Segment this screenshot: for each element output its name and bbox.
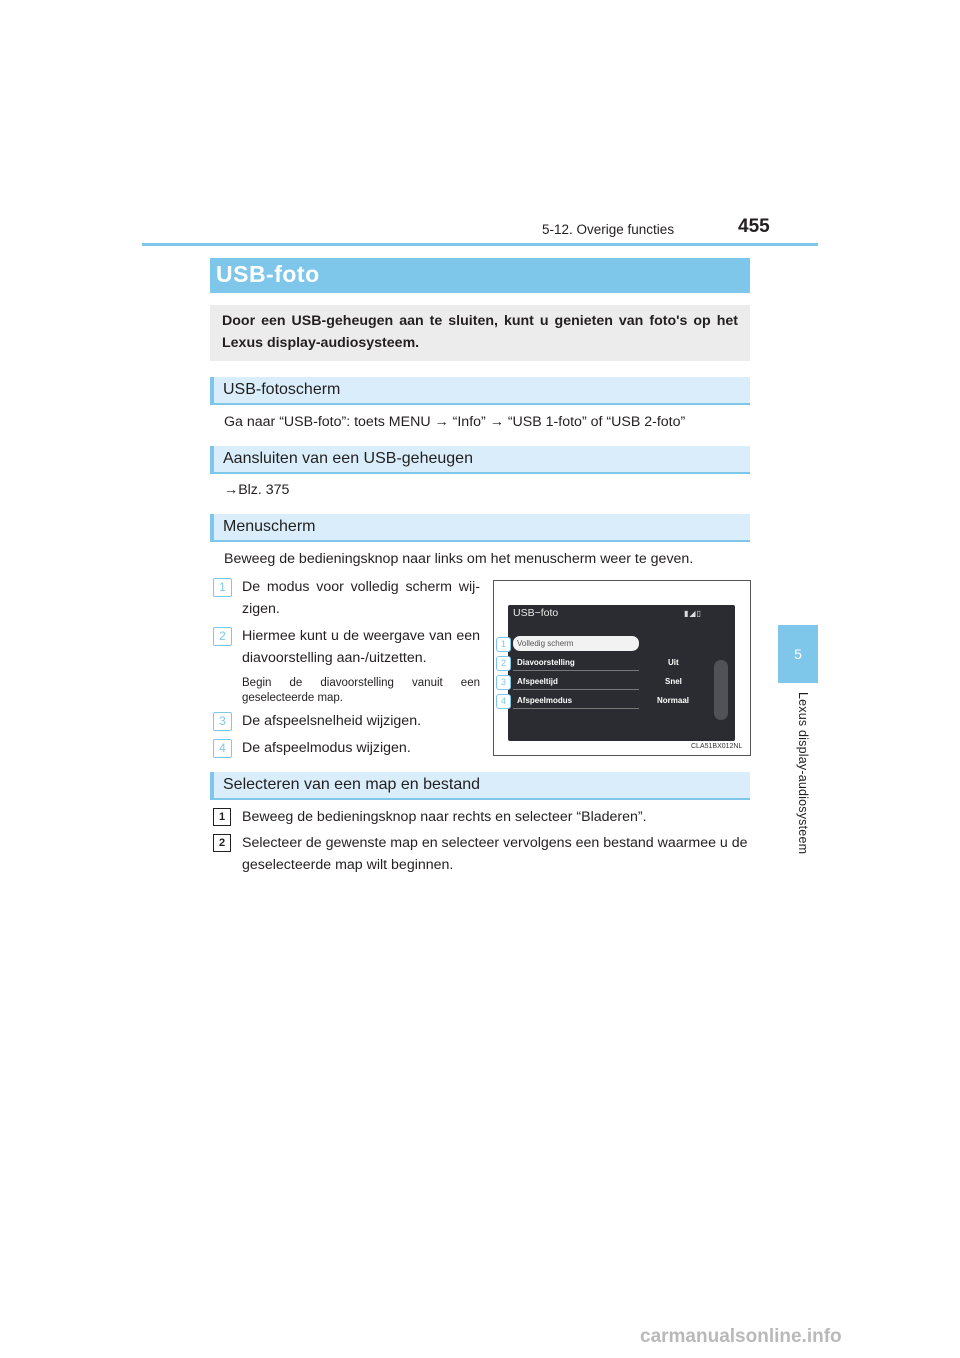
menu-value-afspeelmodus: Normaal: [657, 696, 690, 705]
figure-callout: 1: [496, 637, 511, 652]
section-title-menuscherm: Menuscherm: [223, 518, 316, 535]
section-title-fotoscherm: USB-fotoscherm: [223, 381, 341, 398]
item-note: Begin de diavoorstelling vanuit een geselecteerde map.: [242, 677, 480, 704]
watermark: carmanualsonline.info: [640, 1326, 842, 1347]
scroll-knob-icon: [714, 660, 728, 720]
figure-callout: 2: [496, 656, 511, 671]
chapter-title: 5-12. Overige functies: [542, 222, 675, 237]
section-title-selecteren: Selecteren van een map en bestand: [223, 776, 481, 793]
menu-value-afspeeltijd: Snel: [665, 677, 682, 686]
fotoscherm-text: Ga naar “USB-foto”: toets MENU → “Info” → “USB 1-foto” of “USB 2-foto”: [224, 414, 686, 430]
menu-row-afspeeltijd[interactable]: Afspeeltijd: [513, 674, 639, 690]
figure-callout: 4: [496, 694, 511, 709]
step-number: 1: [213, 808, 231, 826]
header-rule: [142, 243, 818, 246]
figure-callout: 3: [496, 675, 511, 690]
step-text: Selecteer de gewenste map en selecteer vervolgens een bestand waarmee u de geselecteerde map wilt beginnen.: [242, 835, 748, 873]
item-number: 4: [213, 739, 232, 758]
figure-code: CLA51BX012NL: [691, 743, 743, 750]
step-number: 2: [213, 834, 231, 852]
item-text: De modus voor volledig scherm wij-zigen.: [242, 579, 480, 617]
chapter-tab-label: Lexus display-audiosysteem: [796, 692, 810, 855]
item-text: De afspeelmodus wijzigen.: [242, 740, 411, 756]
item-number: 2: [213, 627, 232, 646]
item-text: Hiermee kunt u de weergave van een diavoorstelling aan-/uitzetten.: [242, 628, 480, 666]
menu-row-afspeelmodus[interactable]: Afspeelmodus: [513, 693, 639, 709]
screen-title: USB−foto: [513, 607, 559, 619]
menu-row-diavoorstelling[interactable]: Diavoorstelling: [513, 655, 639, 671]
item-number: 1: [213, 578, 232, 597]
aansluiten-text: →Blz. 375: [224, 482, 290, 498]
page-title: USB-foto: [216, 261, 320, 287]
chapter-tab: 5: [778, 625, 818, 683]
menu-row-volledig-scherm[interactable]: Volledig scherm: [513, 636, 639, 651]
menuscherm-text: Beweeg de bedieningsknop naar links om het menuscherm weer te geven.: [224, 551, 694, 567]
intro-text: Door een USB-geheugen aan te sluiten, kunt u genieten van foto's op het Lexus display-audiosysteem.: [222, 313, 738, 351]
item-text: De afspeelsnelheid wijzigen.: [242, 713, 422, 729]
signal-icon: ▮◢▯: [684, 609, 702, 618]
item-number: 3: [213, 712, 232, 731]
screen-display: [508, 605, 735, 741]
section-title-aansluiten: Aansluiten van een USB-geheugen: [223, 450, 473, 467]
step-text: Beweeg de bedieningsknop naar rechts en selecteer “Bladeren”.: [242, 809, 647, 825]
page-number: 455: [738, 216, 770, 237]
menu-value-diavoorstelling: Uit: [668, 658, 679, 667]
